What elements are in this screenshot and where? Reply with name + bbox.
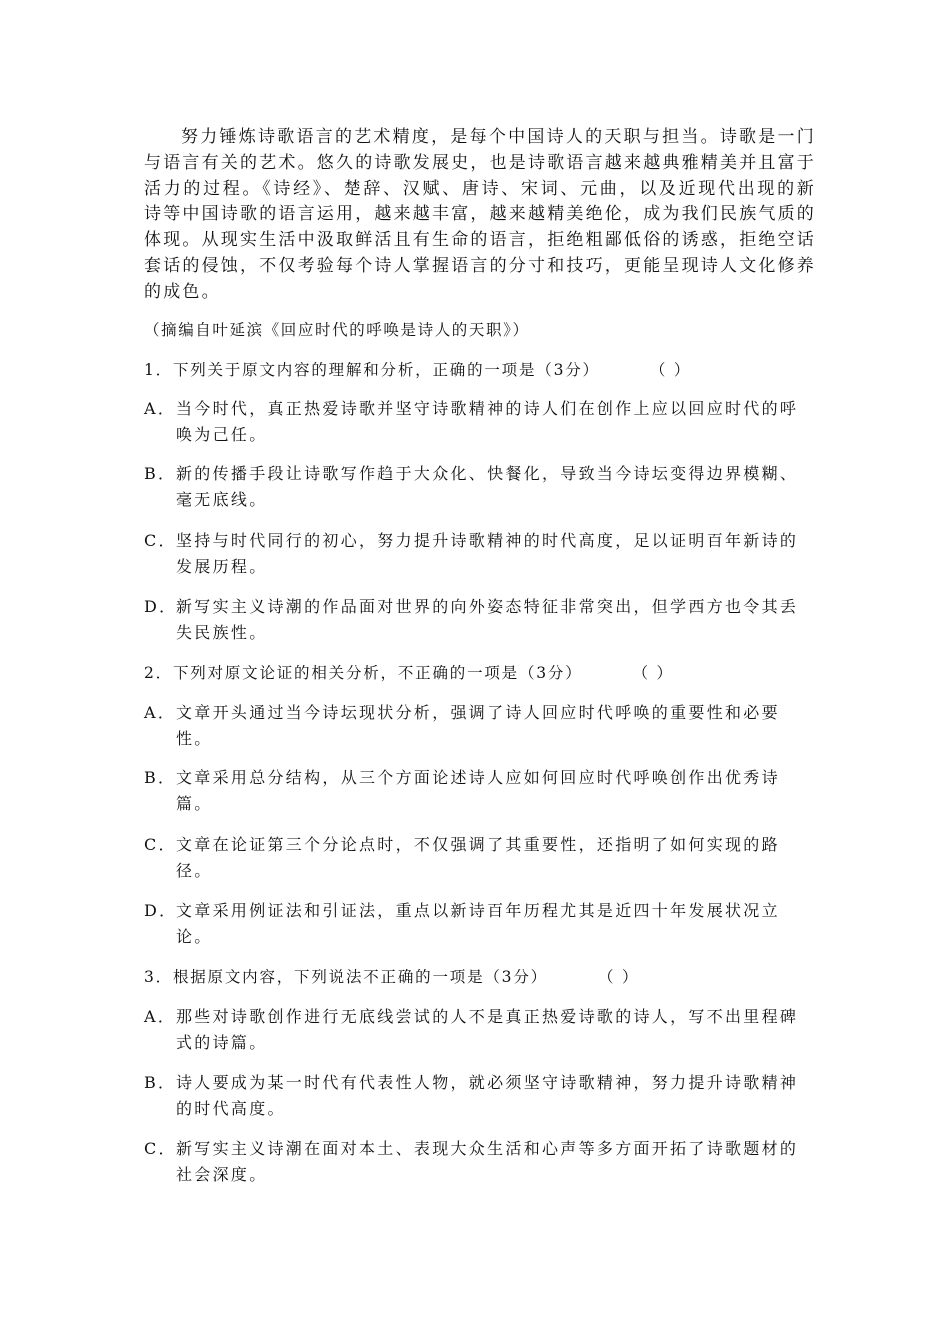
question-1-text: 1．下列关于原文内容的理解和分析，正确的一项是（3分） — [144, 361, 600, 379]
question-1-option-b — [144, 461, 816, 513]
question-2-option-b — [144, 765, 816, 817]
option-text: 当今时代，真正热爱诗歌并坚守诗歌精神的诗人们在创作上应以回应时代的呼唤为己任。 — [176, 399, 799, 444]
option-letter: C． — [144, 835, 177, 854]
option-text: 新写实主义诗潮的作品面对世界的向外姿态特征非常突出，但学西方也令其丢失民族性。 — [176, 597, 799, 642]
question-3-option-c — [144, 1136, 816, 1188]
question-1-answer-blank: （ ） — [649, 361, 692, 379]
question-1-option-c — [144, 528, 816, 580]
option-letter: D． — [144, 901, 178, 920]
question-2-option-d — [144, 898, 816, 950]
question-2-text: 2．下列对原文论证的相关分析，不正确的一项是（3分） — [144, 664, 583, 682]
option-text: 新的传播手段让诗歌写作趋于大众化、快餐化，导致当今诗坛变得边界模糊、毫无底线。 — [176, 464, 799, 509]
option-letter: A． — [144, 399, 177, 418]
question-3-option-a — [144, 1004, 816, 1056]
option-text: 文章采用例证法和引证法，重点以新诗百年历程尤其是近四十年发展状况立论。 — [176, 901, 780, 946]
question-1-option-a — [144, 396, 816, 448]
question-3-option-b — [144, 1070, 816, 1122]
option-text: 诗人要成为某一时代有代表性人物，就必须坚守诗歌精神，努力提升诗歌精神的时代高度。 — [176, 1073, 799, 1118]
question-2-stem — [144, 661, 674, 683]
option-text: 那些对诗歌创作进行无底线尝试的人不是真正热爱诗歌的诗人，写不出里程碑式的诗篇。 — [176, 1007, 799, 1052]
question-2-option-a — [144, 700, 816, 752]
option-text: 坚持与时代同行的初心，努力提升诗歌精神的时代高度，足以证明百年新诗的发展历程。 — [176, 531, 799, 576]
option-letter: B． — [144, 464, 177, 483]
option-letter: D． — [144, 597, 178, 616]
option-text: 文章采用总分结构，从三个方面论述诗人应如何回应时代呼唤创作出优秀诗篇。 — [176, 768, 780, 813]
option-text: 文章在论证第三个分论点时，不仅强调了其重要性，还指明了如何实现的路径。 — [176, 835, 780, 880]
question-2-option-c — [144, 832, 816, 884]
option-letter: C． — [144, 531, 177, 550]
option-letter: A． — [144, 1007, 177, 1026]
question-3-stem — [144, 965, 639, 987]
option-letter: B． — [144, 1073, 177, 1092]
option-letter: B． — [144, 768, 177, 787]
option-letter: A． — [144, 703, 177, 722]
question-1-option-d — [144, 594, 816, 646]
question-2-answer-blank: （ ） — [632, 664, 674, 682]
question-3-text: 3．根据原文内容，下列说法不正确的一项是（3分） — [144, 968, 548, 986]
source-citation: （摘编自叶延滨《回应时代的呼唤是诗人的天职》） — [144, 321, 530, 339]
question-1-stem — [144, 358, 691, 380]
option-text: 文章开头通过当今诗坛现状分析，强调了诗人回应时代呼唤的重要性和必要性。 — [176, 703, 780, 748]
option-text: 新写实主义诗潮在面对本土、表现大众生活和心声等多方面开拓了诗歌题材的社会深度。 — [176, 1139, 799, 1184]
passage-paragraph: 努力锤炼诗歌语言的艺术精度，是每个中国诗人的天职与担当。诗歌是一门与语言有关的艺术。悠久的诗歌发展史，也是诗歌语言越来越典雅精美并且富于活力的过程。《诗经》、楚辞、汉赋、唐诗、宋词、元曲，以及近现代出现的新诗等中国诗歌的语言运用，越来越丰富，越来越精美绝伦，成为我们民族气质的体现。从现实生活中汲取鲜活且有生命的语言，拒绝粗鄙低俗的诱惑，拒绝空话套话的侵蚀，不仅考验每个诗人掌握语言的分寸和技巧，更能呈现诗人文化修养的成色。 — [144, 127, 816, 302]
question-3-answer-blank: （ ） — [597, 968, 640, 986]
option-letter: C． — [144, 1139, 177, 1158]
